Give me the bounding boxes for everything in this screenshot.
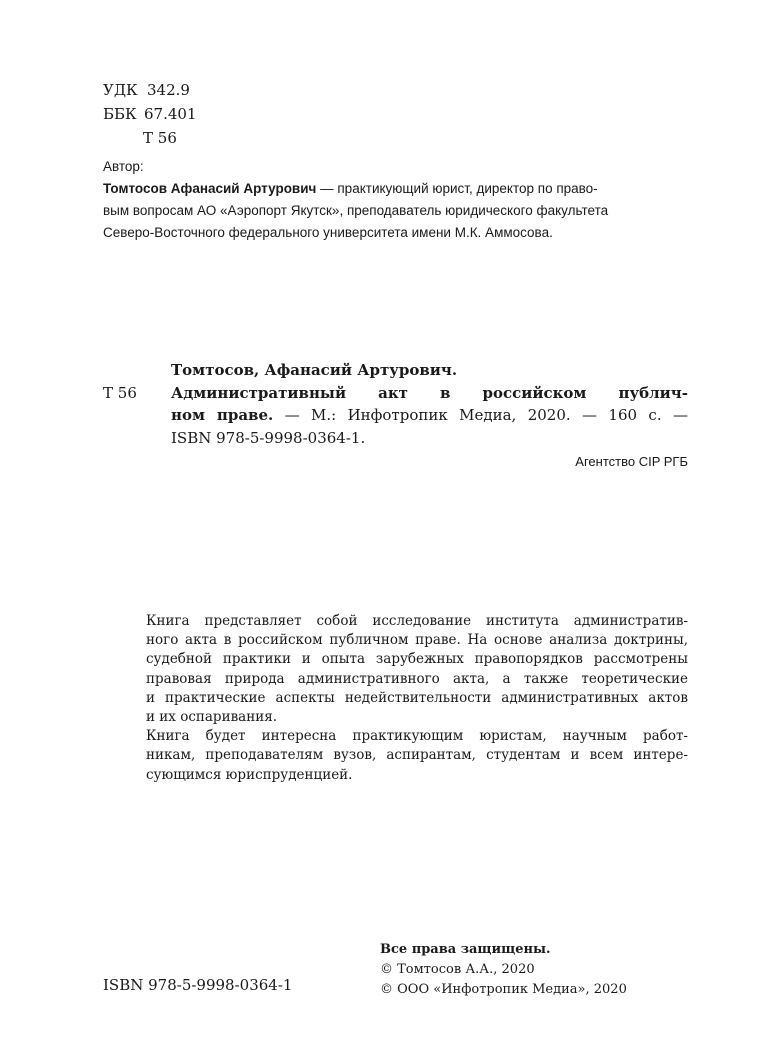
catalog-title-line1: Административный акт в российском публич- [171, 383, 688, 402]
catalog-description [171, 382, 688, 450]
catalog-title-line2: ном праве. [171, 406, 274, 424]
annotation-line: сующимся юриспруденцией. [146, 766, 353, 783]
copyright-author: © Томтосов А.А., 2020 [380, 962, 535, 977]
annotation-line: никам, преподавателям вузов, аспирантам, студентам и всем интере- [146, 747, 688, 764]
annotation-paragraph-2 [146, 727, 688, 785]
catalog-body [103, 382, 688, 450]
udk-row [103, 78, 197, 102]
rights-block [380, 940, 627, 1000]
annotation-paragraph-1 [146, 612, 688, 727]
annotation-line: и их оспаривания. [146, 709, 278, 726]
author-line2: вым вопросам АО «Аэропорт Якутск», преподаватель юридического факультета [103, 203, 609, 218]
catalog-isbn: ISBN 978-5-9998-0364-1. [171, 428, 366, 447]
author-line1: — практикующий юрист, директор по право- [316, 181, 598, 196]
udk-value: 342.9 [147, 81, 190, 99]
annotation-line: Книга будет интересна практикующим юристам, научным работ- [146, 728, 688, 745]
author-line3: Северо-Восточного федерального университета имени М.К. Аммосова. [103, 225, 553, 240]
bbk-row [103, 102, 197, 126]
author-description [103, 178, 688, 244]
annotation-line: Книга представляет собой исследование института административ- [146, 613, 688, 629]
annotation [146, 612, 688, 785]
bbk-value: 67.401 [144, 105, 197, 123]
udk-label: УДК [103, 81, 138, 99]
catalog-code: Т 56 [103, 383, 137, 402]
annotation-line: правовая природа административного акта, а также теоретические [146, 670, 688, 687]
catalog-card [103, 359, 688, 474]
copyright-publisher: © ООО «Инфотропик Медиа», 2020 [380, 982, 627, 997]
annotation-line: ного акта в российском публичном праве. На основе анализа доктрины, [146, 632, 688, 649]
annotation-line: и практические аспекты недействительности административных актов [146, 689, 688, 706]
catalog-heading: Томтосов, Афанасий Артурович. [171, 361, 458, 379]
rights-reserved: Все права защищены. [380, 942, 551, 957]
author-info [103, 156, 688, 244]
author-mark: Т 56 [143, 129, 177, 147]
classification-block [103, 78, 197, 150]
cip-agency: Агентство CIP РГБ [575, 454, 688, 469]
author-label: Автор: [103, 159, 144, 174]
bbk-label: ББК [103, 105, 137, 123]
annotation-line: судебной практики и опыта зарубежных правопорядков рассмотрены [146, 651, 688, 668]
author-name: Томтосов Афанасий Артурович [103, 181, 317, 196]
footer-isbn: ISBN 978-5-9998-0364-1 [103, 976, 293, 994]
catalog-imprint: — М.: Инфотропик Медиа, 2020. — 160 с. — [273, 406, 688, 424]
